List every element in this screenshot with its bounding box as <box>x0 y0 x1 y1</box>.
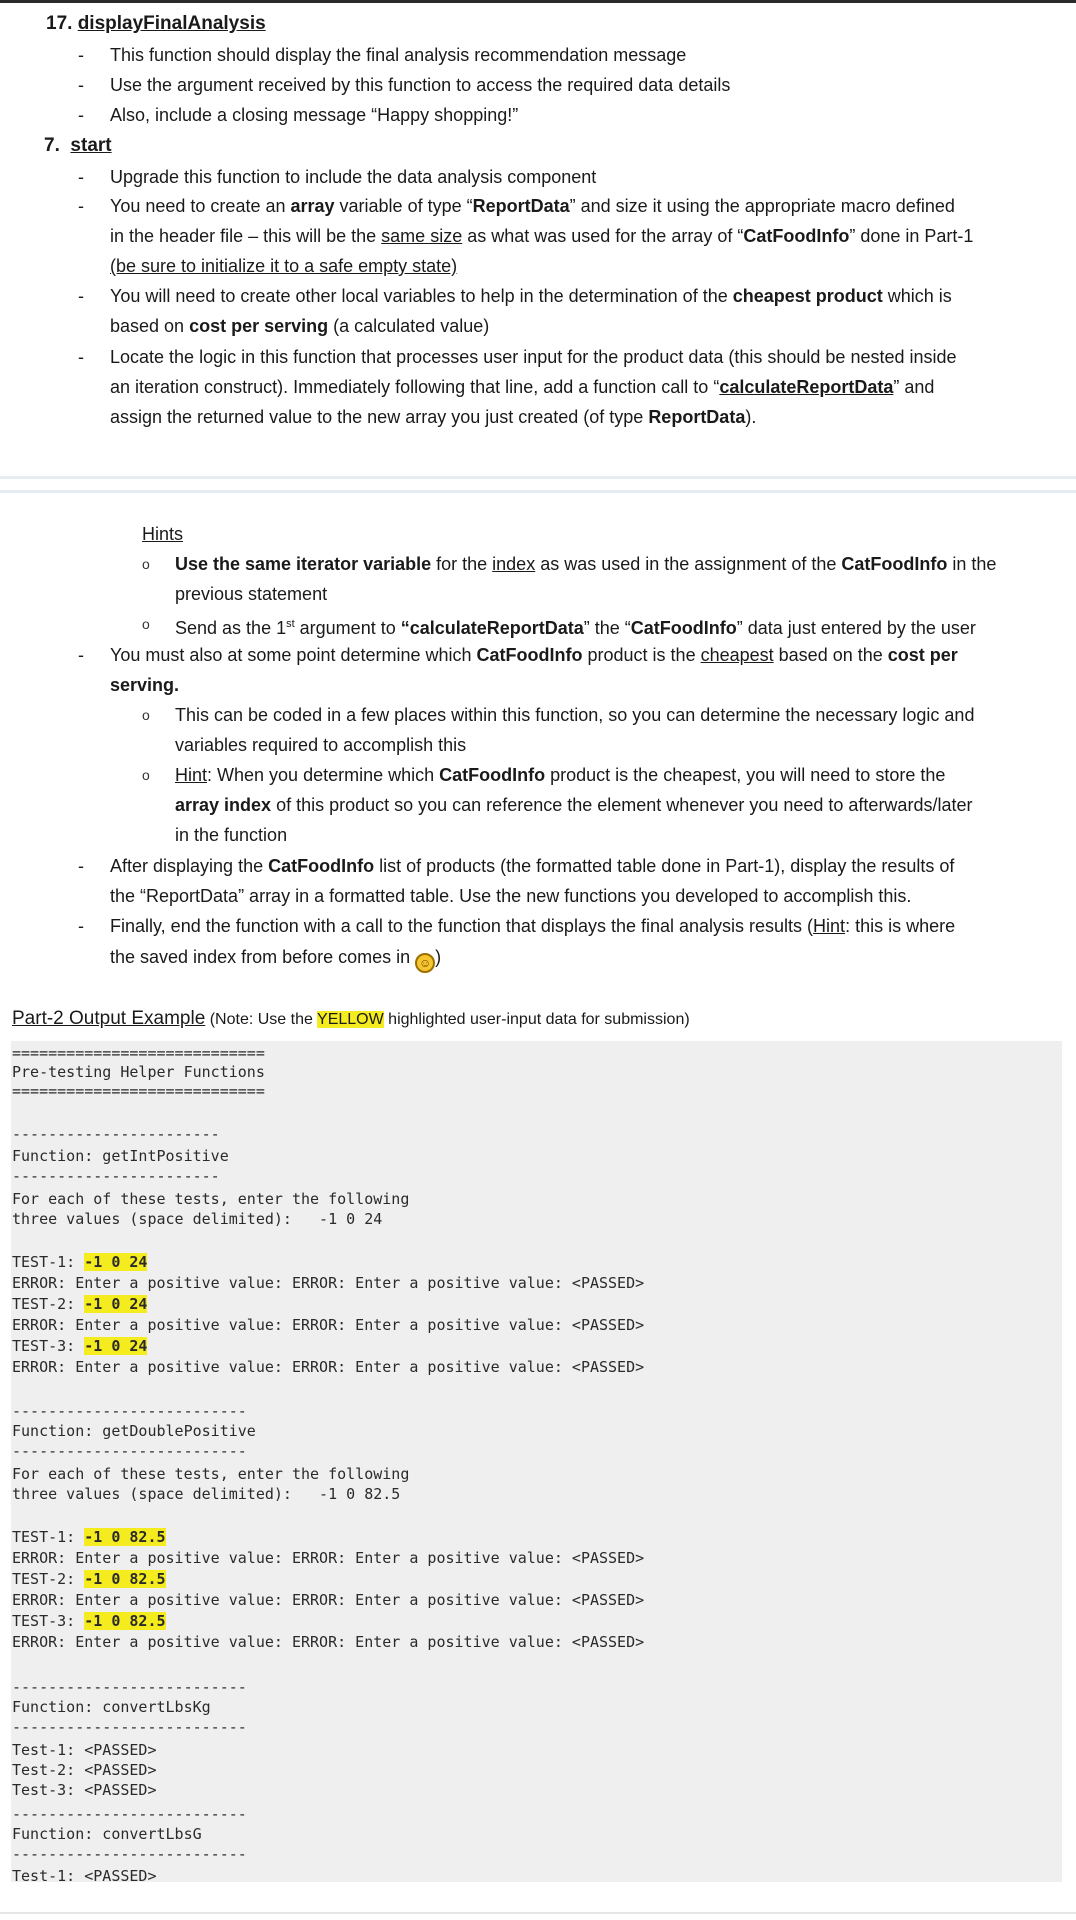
console-line: ----------------------- <box>12 1167 220 1185</box>
console-line: ============================ <box>12 1082 265 1100</box>
section-17-title: displayFinalAnalysis <box>77 13 266 34</box>
circle-bullet: o <box>142 616 150 632</box>
sec7-bullet-4-line-2: an iteration construct). Immediately following that line, add a function call to “calculateReportData” and <box>110 377 935 397</box>
bullet-dash: - <box>78 916 84 936</box>
sec7-bullet-4-line-1: Locate the logic in this function that processes user input for the product data (this should be nested inside <box>110 347 957 367</box>
sec17-bullet-3: Also, include a closing message “Happy shopping!” <box>110 105 519 125</box>
sub-bullet-1-line-2: variables required to accomplish this <box>175 735 467 755</box>
console-line: ============================ <box>12 1044 265 1062</box>
console-line: ----------------------- <box>12 1125 220 1143</box>
sec7-bullet-2-line-3: (be sure to initialize it to a safe empty state) <box>110 256 458 276</box>
console-line: three values (space delimited): -1 0 24 <box>12 1210 383 1228</box>
console-line: -------------------------- <box>12 1805 247 1823</box>
sec17-bullet-2: Use the argument received by this function to access the required data details <box>110 75 731 95</box>
sec7-bullet-3-line-2: based on cost per serving (a calculated value) <box>110 316 490 336</box>
console-line: -------------------------- <box>12 1678 247 1696</box>
part2-title-line: Part-2 Output Example (Note: Use the YELLOW highlighted user-input data for submission) <box>12 1008 690 1029</box>
sec7-bullet-4-line-3: assign the returned value to the new array you just created (of type ReportData). <box>110 407 757 427</box>
console-line: Function: getDoublePositive <box>12 1422 256 1440</box>
sec7-bullet-2-line-2: in the header file – this will be the same size as what was used for the array of “CatFoodInfo” done in Part-1 <box>110 226 974 246</box>
console-line: Pre-testing Helper Functions <box>12 1063 265 1081</box>
section-17-heading <box>46 9 266 39</box>
bullet-dash: - <box>78 347 84 367</box>
part2-title: Part-2 Output Example <box>12 1008 206 1029</box>
circle-bullet: o <box>142 767 150 783</box>
bullet-dash: - <box>78 856 84 876</box>
circle-bullet: o <box>142 556 150 572</box>
console-line: Test-2: <PASSED> <box>12 1761 157 1779</box>
console-line: ERROR: Enter a positive value: ERROR: Enter a positive value: <PASSED> <box>12 1316 645 1334</box>
bullet-dash: - <box>78 75 84 95</box>
page-separator <box>0 476 1076 479</box>
sec7-bullet-3-line-1: You will need to create other local variables to help in the determination of the cheapest product which is <box>110 286 952 306</box>
console-line: ERROR: Enter a positive value: ERROR: Enter a positive value: <PASSED> <box>12 1549 645 1567</box>
sec17-bullet-1: This function should display the final analysis recommendation message <box>110 45 687 65</box>
hints-label: Hints <box>142 524 184 544</box>
page-separator <box>0 490 1076 493</box>
console-line: TEST-1: -1 0 82.5 <box>12 1528 166 1546</box>
console-line: ERROR: Enter a positive value: ERROR: Enter a positive value: <PASSED> <box>12 1274 645 1292</box>
console-line: -------------------------- <box>12 1402 247 1420</box>
bullet-dash: - <box>78 167 84 187</box>
console-line: TEST-2: -1 0 82.5 <box>12 1570 166 1588</box>
smiley-icon: ☺ <box>415 953 435 973</box>
console-line: Function: getIntPositive <box>12 1147 229 1165</box>
console-line: Test-3: <PASSED> <box>12 1781 157 1799</box>
bullet-cheapest-line-2: serving. <box>110 675 180 695</box>
console-line: Function: convertLbsG <box>12 1825 202 1843</box>
sub-bullet-1-line-1: This can be coded in a few places within this function, so you can determine the necessary logic and <box>175 705 975 725</box>
bullet-after-line-2: the “ReportData” array in a formatted table. Use the new functions you developed to accomplish this. <box>110 886 912 906</box>
bullet-finally-line-1: Finally, end the function with a call to the function that displays the final analysis results (Hint: this is where <box>110 916 956 936</box>
bullet-dash: - <box>78 286 84 306</box>
console-line: Function: convertLbsKg <box>12 1698 211 1716</box>
bullet-dash: - <box>78 105 84 125</box>
hint-1-line-1: Use the same iterator variable for the index as was used in the assignment of the CatFoodInfo in the <box>175 554 997 574</box>
console-line: -------------------------- <box>12 1718 247 1736</box>
hint-1-line-2: previous statement <box>175 584 328 604</box>
bullet-after-line-1: After displaying the CatFoodInfo list of products (the formatted table done in Part-1), display the results of <box>110 856 955 876</box>
bullet-cheapest-line-1: You must also at some point determine which CatFoodInfo product is the cheapest based on the cost per <box>110 645 958 665</box>
section-17-number: 17. <box>46 13 73 34</box>
console-line: ERROR: Enter a positive value: ERROR: Enter a positive value: <PASSED> <box>12 1591 645 1609</box>
bottom-border <box>0 1912 1076 1914</box>
console-line: For each of these tests, enter the following <box>12 1190 410 1208</box>
console-line: Test-1: <PASSED> <box>12 1741 157 1759</box>
console-line: ERROR: Enter a positive value: ERROR: Enter a positive value: <PASSED> <box>12 1633 645 1651</box>
console-line: -------------------------- <box>12 1442 247 1460</box>
yellow-highlight-label: YELLOW <box>317 1011 384 1028</box>
bullet-dash: - <box>78 45 84 65</box>
sec7-bullet-1: Upgrade this function to include the data analysis component <box>110 167 597 187</box>
sub-bullet-2-line-3: in the function <box>175 825 288 845</box>
section-7-number: 7. <box>44 135 60 156</box>
section-7-title: start <box>70 135 112 156</box>
sub-bullet-2-line-2: array index of this product so you can reference the element whenever you need to afterwards/later <box>175 795 973 815</box>
console-line: three values (space delimited): -1 0 82.5 <box>12 1485 401 1503</box>
bullet-finally-line-2: the saved index from before comes in ☺ ) <box>110 942 441 973</box>
console-line: TEST-3: -1 0 24 <box>12 1337 148 1355</box>
console-line: Test-1: <PASSED> <box>12 1867 157 1885</box>
section-7-heading <box>44 131 112 161</box>
console-line: For each of these tests, enter the following <box>12 1465 410 1483</box>
console-line: -------------------------- <box>12 1845 247 1863</box>
console-line: ERROR: Enter a positive value: ERROR: Enter a positive value: <PASSED> <box>12 1358 645 1376</box>
bullet-dash: - <box>78 645 84 665</box>
sub-bullet-2-line-1: Hint: When you determine which CatFoodInfo product is the cheapest, you will need to store the <box>175 765 946 785</box>
console-line: TEST-2: -1 0 24 <box>12 1295 148 1313</box>
sec7-bullet-2-line-1: You need to create an array variable of type “ReportData” and size it using the appropriate macro defined <box>110 196 955 216</box>
circle-bullet: o <box>142 707 150 723</box>
console-line: TEST-1: -1 0 24 <box>12 1253 148 1271</box>
hint-2: Send as the 1st argument to “calculateReportData” the “CatFoodInfo” data just entered by the user <box>175 618 976 638</box>
bullet-dash: - <box>78 196 84 216</box>
console-line: TEST-3: -1 0 82.5 <box>12 1612 166 1630</box>
top-border <box>0 0 1076 3</box>
